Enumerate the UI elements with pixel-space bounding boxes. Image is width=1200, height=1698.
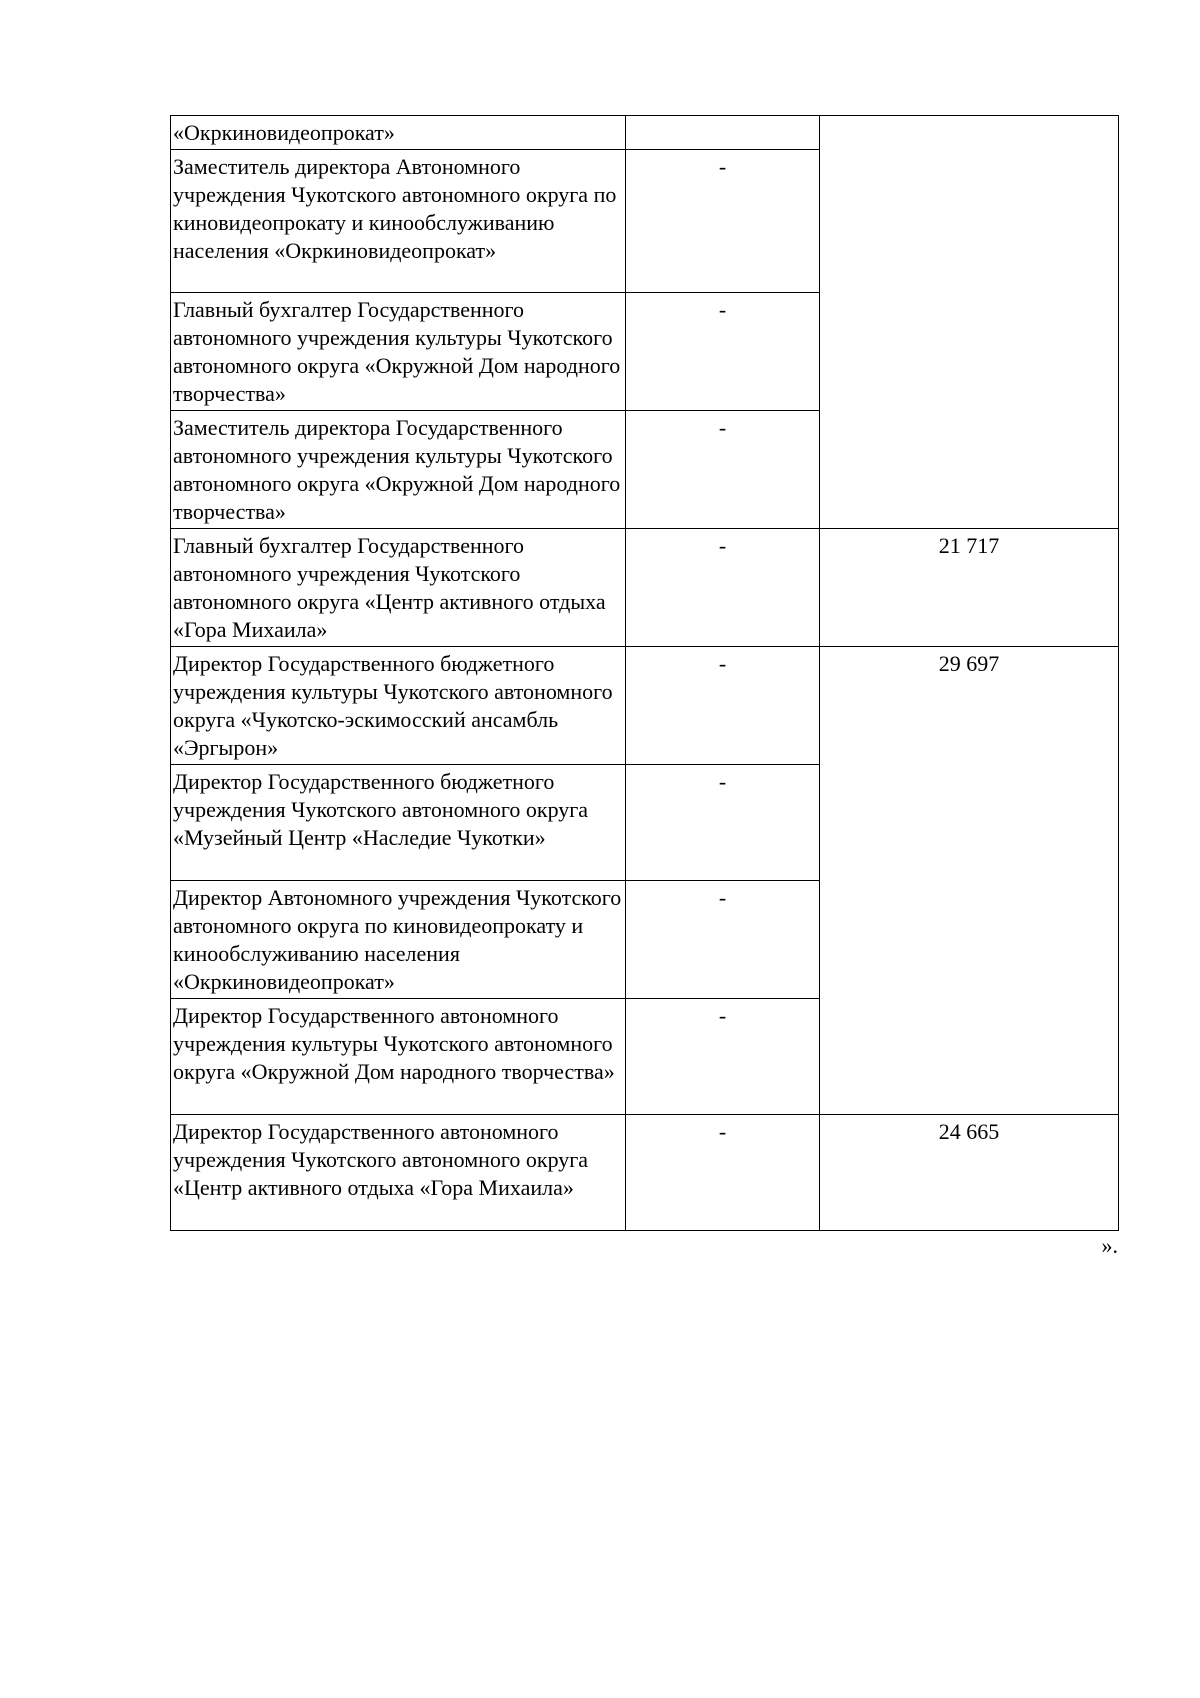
value-cell: - [626, 150, 820, 293]
table-row [171, 529, 1119, 647]
value-cell: - [626, 999, 820, 1115]
position-cell: Директор Государственного бюджетного учреждения Чукотского автономного округа «Музейный Центр «Наследие Чукотки» [171, 765, 626, 881]
salary-cell: 21 717 [820, 529, 1119, 647]
position-cell: Главный бухгалтер Государственного автономного учреждения Чукотского автономного округа «Центр активного отдыха «Гора Михаила» [171, 529, 626, 647]
table-row [171, 647, 1119, 765]
table-row [171, 116, 1119, 150]
value-cell: - [626, 293, 820, 411]
value-cell: - [626, 529, 820, 647]
value-cell: - [626, 647, 820, 765]
position-cell: Директор Государственного автономного учреждения культуры Чукотского автономного округа «Окружной Дом народного творчества» [171, 999, 626, 1115]
value-cell: - [626, 881, 820, 999]
salary-table [170, 115, 1119, 1231]
salary-cell: 29 697 [820, 647, 1119, 1115]
salary-cell [820, 116, 1119, 529]
position-cell: Заместитель директора Государственного автономного учреждения культуры Чукотского автономного округа «Окружной Дом народного творчества» [171, 411, 626, 529]
value-cell: - [626, 1115, 820, 1231]
position-cell: Директор Автономного учреждения Чукотского автономного округа по киновидеопрокату и кинообслуживанию населения «Окркиновидеопрокат» [171, 881, 626, 999]
position-cell: Главный бухгалтер Государственного автономного учреждения культуры Чукотского автономного округа «Окружной Дом народного творчества» [171, 293, 626, 411]
position-cell: Заместитель директора Автономного учреждения Чукотского автономного округа по киновидеопрокату и кинообслуживанию населения «Окркиновидеопрокат» [171, 150, 626, 293]
closing-quote: ». [1101, 1233, 1118, 1258]
position-cell: «Окркиновидеопрокат» [171, 116, 626, 150]
value-cell [626, 116, 820, 150]
value-cell: - [626, 765, 820, 881]
position-cell: Директор Государственного автономного учреждения Чукотского автономного округа «Центр активного отдыха «Гора Михаила» [171, 1115, 626, 1231]
position-cell: Директор Государственного бюджетного учреждения культуры Чукотского автономного округа «Чукотско-эскимосский ансамбль «Эргырон» [171, 647, 626, 765]
table-row [171, 1115, 1119, 1231]
value-cell: - [626, 411, 820, 529]
salary-cell: 24 665 [820, 1115, 1119, 1231]
